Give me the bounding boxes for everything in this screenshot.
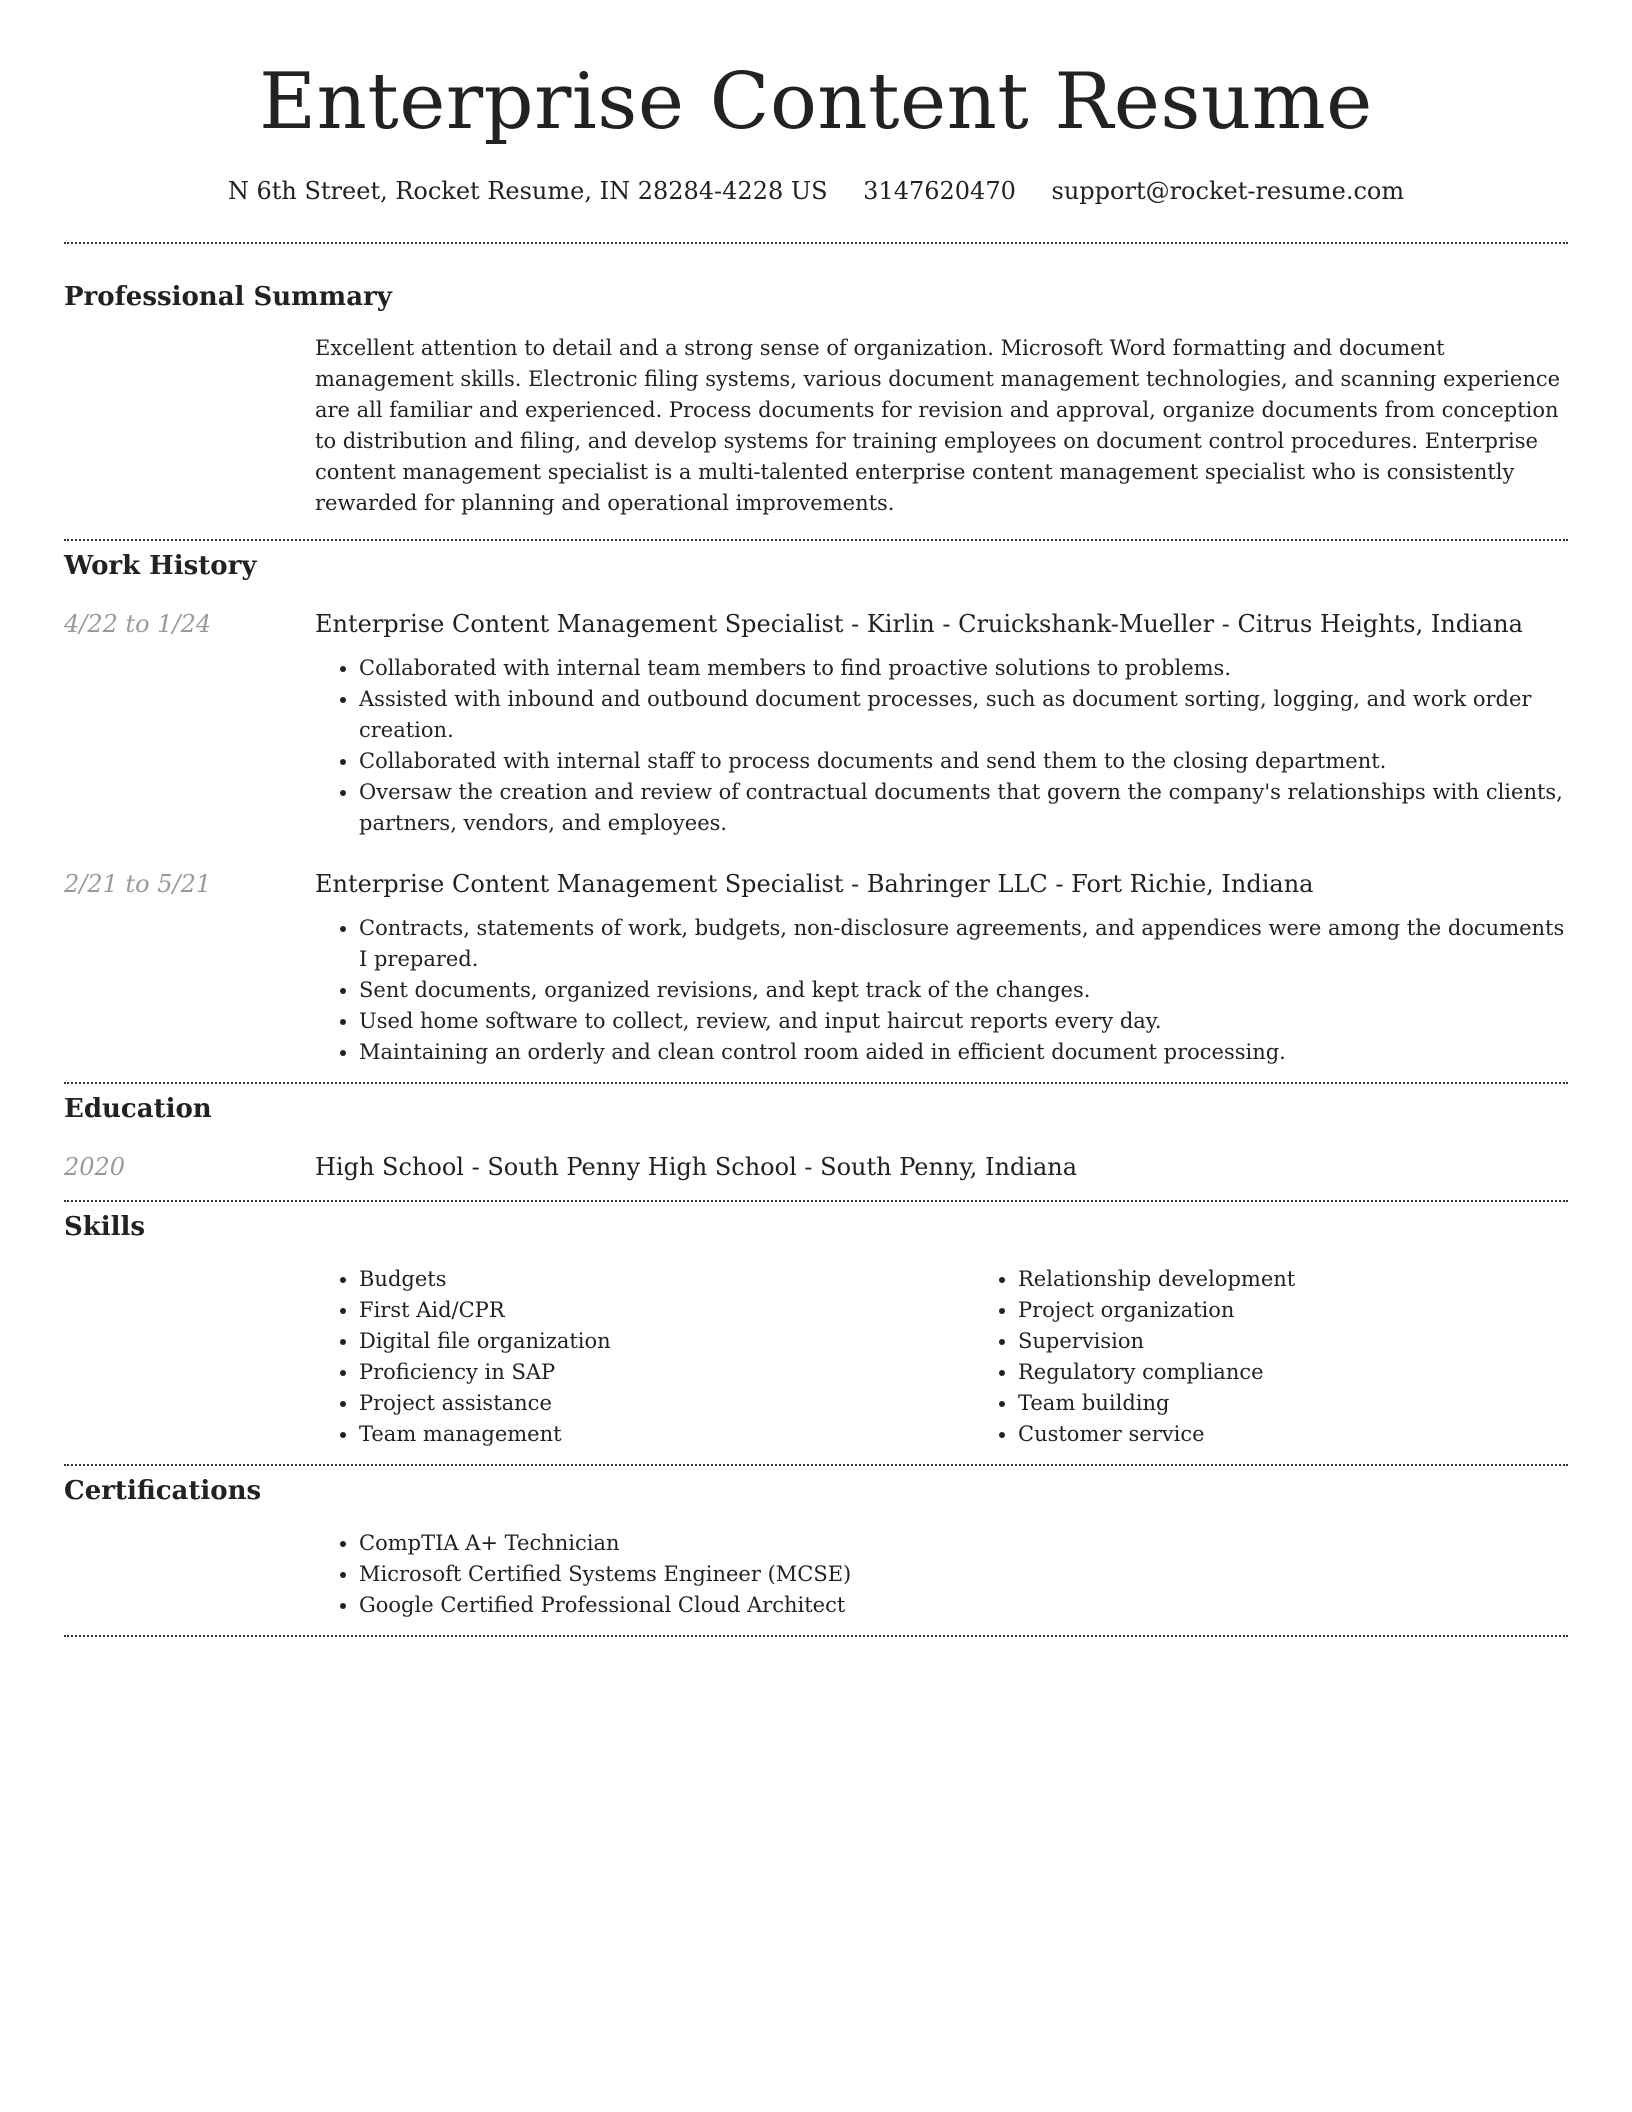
- list-item: • Customer service: [1018, 1419, 1568, 1450]
- certifications-spacer: [64, 1528, 315, 1621]
- section-title-summary: Professional Summary: [64, 282, 392, 312]
- certifications-list: [315, 1528, 1568, 1621]
- list-item: • Budgets: [359, 1264, 974, 1295]
- job-title: [315, 607, 1568, 641]
- list-item: • Collaborated with internal team members to find proactive solutions to problems.: [359, 653, 1568, 684]
- list-item: • Team management: [359, 1419, 974, 1450]
- list-item: • Assisted with inbound and outbound document processes, such as document sorting, logging, and work order creation.: [359, 684, 1568, 746]
- job-entry: [64, 607, 1568, 839]
- list-item: • Digital file organization: [359, 1326, 974, 1357]
- education-details: - South Penny High School - South Penny, Indiana: [463, 1153, 1078, 1181]
- list-item: • Project assistance: [359, 1388, 974, 1419]
- job-dates: 4/22 to 1/24: [64, 610, 212, 638]
- job-position: Enterprise Content Management Specialist: [315, 610, 844, 638]
- skills-list-left: [315, 1264, 974, 1450]
- list-item: • Proficiency in SAP: [359, 1357, 974, 1388]
- job-bullets: [315, 913, 1568, 1068]
- phone: 3147620470: [863, 177, 1016, 205]
- summary-section: [64, 244, 1568, 539]
- job-details: - Kirlin - Cruickshank-Mueller - Citrus Heights, Indiana: [843, 610, 1523, 638]
- summary-text: Excellent attention to detail and a strong sense of organization. Microsoft Word formatting and document management skills. Electronic filing systems, various document management technologies, and scanning experience are all familiar and experienced. Process documents for revision and approval, organize documents from conception to distribution and filing, and develop systems for training employees on document control procedures. Enterprise content management specialist is a multi-talented enterprise content management specialist who is consistently rewarded for planning and operational improvements.: [315, 336, 1561, 515]
- education-title: [315, 1150, 1568, 1184]
- list-item: • First Aid/CPR: [359, 1295, 974, 1326]
- list-item: • Collaborated with internal staff to process documents and send them to the closing department.: [359, 746, 1568, 777]
- education-degree: High School: [315, 1153, 464, 1181]
- section-title-skills: Skills: [64, 1212, 146, 1242]
- job-position: Enterprise Content Management Specialist: [315, 870, 844, 898]
- list-item: • CompTIA A+ Technician: [359, 1528, 1568, 1559]
- list-item: • Oversaw the creation and review of contractual documents that govern the company's relationships with clients, partners, vendors, and employees.: [359, 777, 1568, 839]
- education-section: [64, 1084, 1568, 1200]
- divider: [64, 1635, 1568, 1637]
- list-item: • Maintaining an orderly and clean control room aided in efficient document processing.: [359, 1037, 1568, 1068]
- education-year: 2020: [64, 1153, 126, 1181]
- section-title-education: Education: [64, 1094, 212, 1124]
- work-history-section: [64, 541, 1568, 1082]
- section-title-certifications: Certifications: [64, 1476, 262, 1506]
- list-item: • Relationship development: [1018, 1264, 1568, 1295]
- list-item: • Team building: [1018, 1388, 1568, 1419]
- section-title-work: Work History: [64, 551, 257, 581]
- list-item: • Project organization: [1018, 1295, 1568, 1326]
- list-item: • Sent documents, organized revisions, and kept track of the changes.: [359, 975, 1568, 1006]
- address: N 6th Street, Rocket Resume, IN 28284-4228 US: [227, 177, 828, 205]
- list-item: • Used home software to collect, review, and input haircut reports every day.: [359, 1006, 1568, 1037]
- list-item: • Supervision: [1018, 1326, 1568, 1357]
- skills-list-right: [974, 1264, 1568, 1450]
- job-details: - Bahringer LLC - Fort Richie, Indiana: [843, 870, 1314, 898]
- job-entry: [64, 867, 1568, 1068]
- contact-line: [64, 174, 1568, 208]
- resume-name: Enterprise Content Resume: [259, 57, 1373, 147]
- list-item: • Contracts, statements of work, budgets, non-disclosure agreements, and appendices were among the documents I prepared.: [359, 913, 1568, 975]
- list-item: • Google Certified Professional Cloud Architect: [359, 1590, 1568, 1621]
- skills-section: [64, 1202, 1568, 1464]
- certifications-section: [64, 1466, 1568, 1635]
- summary-spacer: [64, 333, 315, 519]
- list-item: • Regulatory compliance: [1018, 1357, 1568, 1388]
- job-title: [315, 867, 1568, 901]
- job-dates: 2/21 to 5/21: [64, 870, 212, 898]
- education-entry: [64, 1150, 1568, 1184]
- email: support@rocket-resume.com: [1051, 177, 1405, 205]
- skills-spacer: [64, 1264, 315, 1450]
- job-bullets: [315, 653, 1568, 839]
- list-item: • Microsoft Certified Systems Engineer (MCSE): [359, 1559, 1568, 1590]
